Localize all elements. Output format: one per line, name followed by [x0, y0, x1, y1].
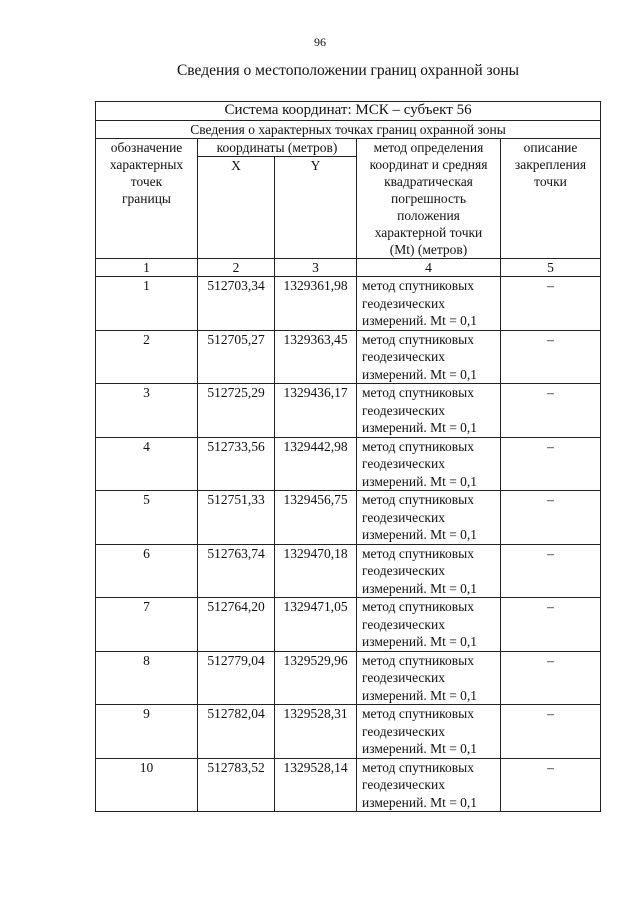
method-cell	[357, 491, 501, 545]
method-cell	[357, 330, 501, 384]
method-line: геодезических	[362, 456, 445, 471]
method-line: метод спутниковых	[362, 652, 474, 668]
method-cell	[357, 651, 501, 705]
method-line: геодезических	[362, 349, 445, 364]
method-line: геодезических	[362, 509, 445, 525]
method-line: измерений. Mt = 0,1	[362, 687, 478, 703]
method-line: измерений. Mt = 0,1	[362, 527, 478, 542]
method-line: измерений. Mt = 0,1	[362, 580, 478, 596]
method-cell	[357, 758, 501, 812]
method-line: измерений. Mt = 0,1	[362, 420, 478, 435]
coord-x: 512764,20	[198, 598, 275, 652]
method-cell	[357, 384, 501, 438]
column-numbers-row	[96, 259, 601, 277]
coord-x: 512783,52	[198, 758, 275, 812]
method-line: геодезических	[362, 295, 445, 311]
table-row	[96, 705, 601, 759]
point-number: 5	[96, 491, 198, 545]
coord-y: 1329528,31	[275, 705, 357, 759]
method-line: геодезических	[362, 723, 445, 739]
point-description: –	[501, 705, 601, 759]
method-line: геодезических	[362, 777, 445, 792]
method-line: измерений. Mt = 0,1	[362, 313, 478, 328]
point-description: –	[501, 384, 601, 438]
column-number: 5	[501, 259, 601, 277]
method-cell	[357, 437, 501, 491]
header-method: метод определения координат и средняя квадратическая погрешность положения характерной точки (Mt) (метров)	[357, 139, 501, 259]
header-description: описание закрепления точки	[501, 139, 601, 259]
method-line: геодезических	[362, 563, 445, 578]
header-x: X	[198, 157, 275, 259]
method-line: измерений. Mt = 0,1	[362, 741, 478, 756]
header-coordinates: координаты (метров)	[198, 139, 357, 157]
method-line: метод спутниковых	[362, 599, 474, 614]
column-number: 3	[275, 259, 357, 277]
coord-x: 512779,04	[198, 651, 275, 705]
point-description: –	[501, 598, 601, 652]
point-number: 8	[96, 651, 198, 705]
point-number: 3	[96, 384, 198, 438]
point-number: 6	[96, 544, 198, 598]
method-line: измерений. Mt = 0,1	[362, 473, 478, 489]
coord-y: 1329456,75	[275, 491, 357, 545]
coord-x: 512703,34	[198, 277, 275, 331]
method-line: метод спутниковых	[362, 331, 474, 347]
point-description: –	[501, 758, 601, 812]
method-line: метод спутниковых	[362, 759, 474, 775]
point-number: 2	[96, 330, 198, 384]
point-number: 4	[96, 437, 198, 491]
coord-x: 512705,27	[198, 330, 275, 384]
method-line: геодезических	[362, 402, 445, 418]
table-subtitle: Сведения о характерных точках границ охранной зоны	[96, 121, 601, 139]
coord-y: 1329470,18	[275, 544, 357, 598]
coord-x: 512725,29	[198, 384, 275, 438]
method-cell	[357, 277, 501, 331]
method-cell	[357, 544, 501, 598]
column-number: 4	[357, 259, 501, 277]
point-description: –	[501, 544, 601, 598]
table-row	[96, 491, 601, 545]
table-row	[96, 437, 601, 491]
method-line: измерений. Mt = 0,1	[362, 366, 478, 382]
coord-y: 1329528,14	[275, 758, 357, 812]
point-description: –	[501, 651, 601, 705]
coord-x: 512782,04	[198, 705, 275, 759]
page-number: 96	[314, 35, 326, 49]
table-row	[96, 330, 601, 384]
table-row	[96, 598, 601, 652]
method-line: метод спутниковых	[362, 545, 474, 561]
boundary-points-table	[95, 101, 601, 812]
method-line: геодезических	[362, 670, 445, 685]
method-line: измерений. Mt = 0,1	[362, 794, 478, 810]
method-line: метод спутниковых	[362, 706, 474, 721]
coord-x: 512763,74	[198, 544, 275, 598]
method-line: метод спутниковых	[362, 492, 474, 507]
coord-y: 1329436,17	[275, 384, 357, 438]
point-number: 7	[96, 598, 198, 652]
point-number: 10	[96, 758, 198, 812]
table-row	[96, 384, 601, 438]
document-title: Сведения о местоположении границ охранной зоны	[176, 62, 520, 79]
table-row	[96, 277, 601, 331]
method-cell	[357, 598, 501, 652]
point-number: 9	[96, 705, 198, 759]
header-designation: обозначение характерных точек границы	[96, 139, 198, 259]
method-cell	[357, 705, 501, 759]
coord-y: 1329529,96	[275, 651, 357, 705]
method-line: метод спутниковых	[362, 385, 474, 400]
column-number: 2	[198, 259, 275, 277]
coord-y: 1329363,45	[275, 330, 357, 384]
table-row	[96, 544, 601, 598]
table-row	[96, 758, 601, 812]
coord-x: 512751,33	[198, 491, 275, 545]
coord-x: 512733,56	[198, 437, 275, 491]
header-y: Y	[275, 157, 357, 259]
point-description: –	[501, 491, 601, 545]
method-line: метод спутниковых	[362, 438, 474, 454]
coord-y: 1329442,98	[275, 437, 357, 491]
method-line: метод спутниковых	[362, 278, 474, 293]
point-description: –	[501, 437, 601, 491]
column-number: 1	[96, 259, 198, 277]
point-description: –	[501, 277, 601, 331]
coord-y: 1329471,05	[275, 598, 357, 652]
point-description: –	[501, 330, 601, 384]
coord-y: 1329361,98	[275, 277, 357, 331]
table-row	[96, 651, 601, 705]
method-line: геодезических	[362, 616, 445, 632]
coordinate-system-title: Система координат: МСК – субъект 56	[96, 102, 601, 121]
point-number: 1	[96, 277, 198, 331]
method-line: измерений. Mt = 0,1	[362, 634, 478, 649]
